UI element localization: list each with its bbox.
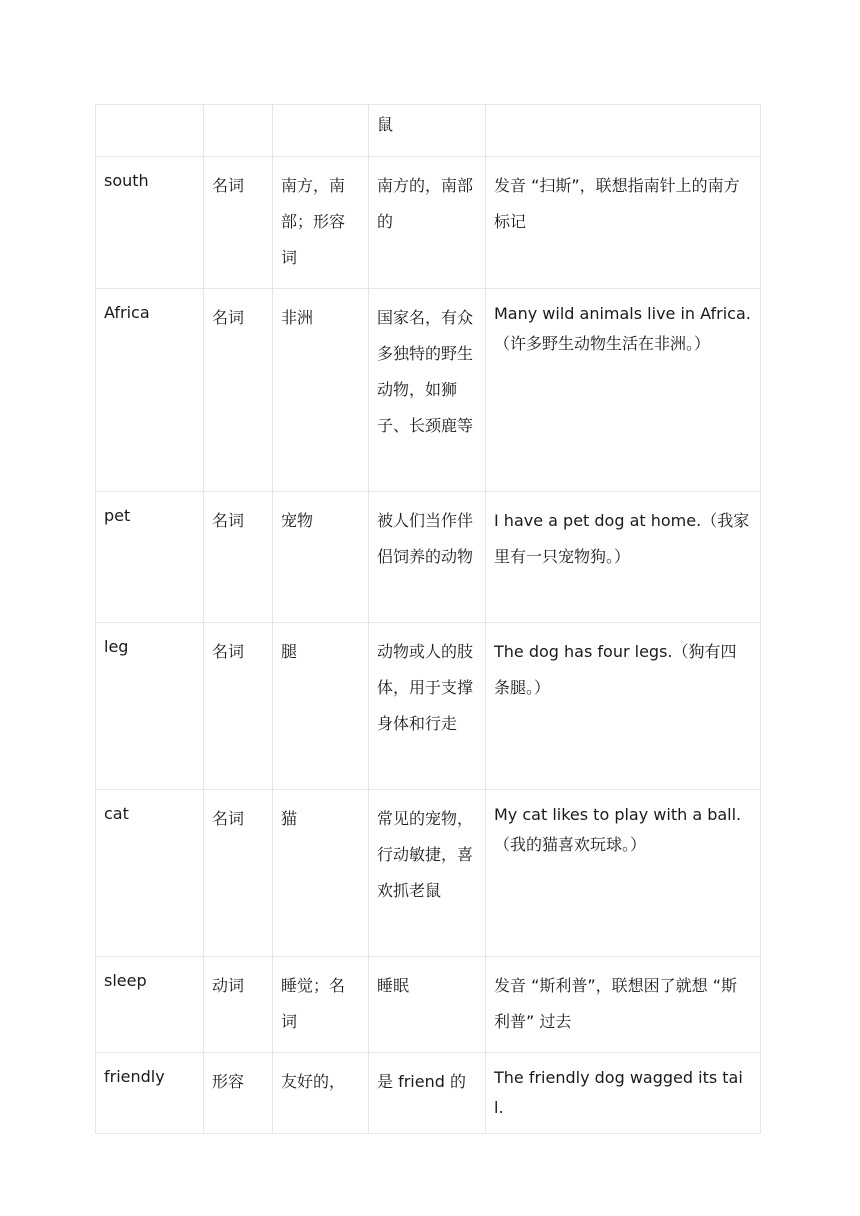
word-cell: pet [96, 492, 204, 623]
part-of-speech-cell: 名词 [204, 157, 273, 289]
table-row [96, 957, 761, 1053]
table-row [96, 492, 761, 623]
vocabulary-table [95, 104, 761, 1134]
example-cell: My cat likes to play with a ball.（我的猫喜欢玩球。） [486, 790, 761, 957]
example-cell: 发音 “斯利普”，联想困了就想 “斯利普” 过去 [486, 957, 761, 1053]
table-row [96, 1053, 761, 1134]
note-cell: 鼠 [369, 105, 486, 157]
word-cell: Africa [96, 289, 204, 492]
part-of-speech-cell: 动词 [204, 957, 273, 1053]
table-row [96, 623, 761, 790]
table-row [96, 105, 761, 157]
example-cell: Many wild animals live in Africa.（许多野生动物生活在非洲。） [486, 289, 761, 492]
part-of-speech-cell: 名词 [204, 623, 273, 790]
example-cell: The dog has four legs.（狗有四条腿。） [486, 623, 761, 790]
example-cell [486, 105, 761, 157]
note-cell: 动物或人的肢体，用于支撑身体和行走 [369, 623, 486, 790]
example-cell: I have a pet dog at home.（我家里有一只宠物狗。） [486, 492, 761, 623]
part-of-speech-cell: 名词 [204, 492, 273, 623]
table-row [96, 790, 761, 957]
note-cell: 南方的，南部的 [369, 157, 486, 289]
example-cell: 发音 “扫斯”，联想指南针上的南方标记 [486, 157, 761, 289]
meaning-cell [273, 105, 369, 157]
meaning-cell: 宠物 [273, 492, 369, 623]
table-row [96, 289, 761, 492]
word-cell: leg [96, 623, 204, 790]
note-cell: 被人们当作伴侣饲养的动物 [369, 492, 486, 623]
note-cell: 是 friend 的 [369, 1053, 486, 1134]
note-cell: 国家名，有众多独特的野生动物，如狮子、长颈鹿等 [369, 289, 486, 492]
part-of-speech-cell: 名词 [204, 790, 273, 957]
word-cell [96, 105, 204, 157]
table-row [96, 157, 761, 289]
part-of-speech-cell [204, 105, 273, 157]
meaning-cell: 非洲 [273, 289, 369, 492]
word-cell: cat [96, 790, 204, 957]
note-cell: 睡眠 [369, 957, 486, 1053]
word-cell: friendly [96, 1053, 204, 1134]
meaning-cell: 猫 [273, 790, 369, 957]
word-cell: sleep [96, 957, 204, 1053]
meaning-cell: 腿 [273, 623, 369, 790]
part-of-speech-cell: 形容 [204, 1053, 273, 1134]
word-cell: south [96, 157, 204, 289]
meaning-cell: 南方，南部；形容词 [273, 157, 369, 289]
part-of-speech-cell: 名词 [204, 289, 273, 492]
note-cell: 常见的宠物，行动敏捷，喜欢抓老鼠 [369, 790, 486, 957]
meaning-cell: 友好的， [273, 1053, 369, 1134]
meaning-cell: 睡觉；名词 [273, 957, 369, 1053]
example-cell: The friendly dog wagged its tail. [486, 1053, 761, 1134]
